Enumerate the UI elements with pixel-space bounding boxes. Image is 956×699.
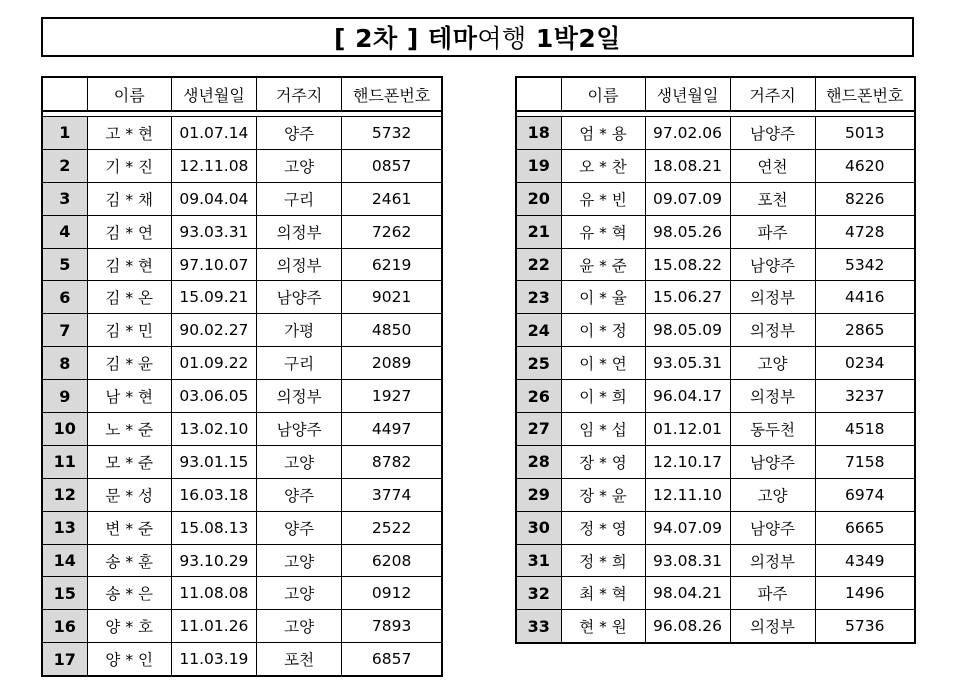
table-row xyxy=(516,478,915,511)
cell-birthdate: 98.04.21 xyxy=(645,577,730,610)
cell-birthdate: 12.10.17 xyxy=(645,445,730,478)
cell-number: 11 xyxy=(42,445,87,478)
table-row xyxy=(516,511,915,544)
cell-birthdate: 15.06.27 xyxy=(645,281,730,314)
table-row xyxy=(516,117,915,150)
cell-birthdate: 11.03.19 xyxy=(171,643,256,676)
cell-birthdate: 98.05.09 xyxy=(645,314,730,347)
cell-phone: 4518 xyxy=(815,413,915,446)
cell-birthdate: 18.08.21 xyxy=(645,149,730,182)
cell-residence: 포천 xyxy=(730,182,815,215)
cell-number: 7 xyxy=(42,314,87,347)
cell-phone: 5342 xyxy=(815,248,915,281)
cell-number: 2 xyxy=(42,149,87,182)
cell-birthdate: 11.01.26 xyxy=(171,610,256,643)
cell-number: 20 xyxy=(516,182,561,215)
cell-residence: 남양주 xyxy=(257,281,342,314)
cell-number: 21 xyxy=(516,215,561,248)
cell-number: 14 xyxy=(42,544,87,577)
cell-residence: 의정부 xyxy=(257,380,342,413)
cell-number: 8 xyxy=(42,347,87,380)
title-banner xyxy=(41,17,914,57)
cell-phone: 4620 xyxy=(815,149,915,182)
cell-phone: 2865 xyxy=(815,314,915,347)
table-row xyxy=(42,149,442,182)
cell-birthdate: 01.07.14 xyxy=(171,117,256,150)
cell-name: 송 * 훈 xyxy=(87,544,171,577)
header-phone: 핸드폰번호 xyxy=(815,77,915,111)
cell-phone: 1927 xyxy=(342,380,442,413)
cell-name: 남 * 현 xyxy=(87,380,171,413)
cell-number: 13 xyxy=(42,511,87,544)
cell-name: 김 * 윤 xyxy=(87,347,171,380)
table-row xyxy=(42,117,442,150)
table-row xyxy=(42,544,442,577)
cell-name: 김 * 채 xyxy=(87,182,171,215)
cell-birthdate: 96.08.26 xyxy=(645,610,730,643)
cell-number: 30 xyxy=(516,511,561,544)
cell-residence: 고양 xyxy=(730,478,815,511)
cell-residence: 고양 xyxy=(257,445,342,478)
header-phone: 핸드폰번호 xyxy=(342,77,442,111)
table-row xyxy=(42,347,442,380)
cell-phone: 2089 xyxy=(342,347,442,380)
cell-phone: 0234 xyxy=(815,347,915,380)
cell-number: 10 xyxy=(42,413,87,446)
header-name: 이름 xyxy=(87,77,171,111)
cell-residence: 고양 xyxy=(257,577,342,610)
table-row xyxy=(516,182,915,215)
cell-birthdate: 93.05.31 xyxy=(645,347,730,380)
cell-number: 1 xyxy=(42,117,87,150)
cell-name: 양 * 인 xyxy=(87,643,171,676)
cell-number: 4 xyxy=(42,215,87,248)
cell-name: 정 * 희 xyxy=(561,544,645,577)
cell-residence: 의정부 xyxy=(730,610,815,643)
header-birthdate: 생년월일 xyxy=(645,77,730,111)
cell-birthdate: 15.09.21 xyxy=(171,281,256,314)
cell-birthdate: 09.07.09 xyxy=(645,182,730,215)
cell-number: 6 xyxy=(42,281,87,314)
cell-name: 엄 * 용 xyxy=(561,117,645,150)
cell-birthdate: 01.09.22 xyxy=(171,347,256,380)
cell-name: 노 * 준 xyxy=(87,413,171,446)
cell-name: 김 * 민 xyxy=(87,314,171,347)
cell-birthdate: 09.04.04 xyxy=(171,182,256,215)
participant-table-left xyxy=(41,76,443,677)
cell-number: 33 xyxy=(516,610,561,643)
cell-phone: 2461 xyxy=(342,182,442,215)
table-row xyxy=(516,149,915,182)
table-row xyxy=(516,610,915,643)
cell-phone: 7158 xyxy=(815,445,915,478)
cell-number: 12 xyxy=(42,478,87,511)
cell-birthdate: 97.10.07 xyxy=(171,248,256,281)
cell-birthdate: 97.02.06 xyxy=(645,117,730,150)
cell-number: 28 xyxy=(516,445,561,478)
cell-residence: 연천 xyxy=(730,149,815,182)
cell-birthdate: 90.02.27 xyxy=(171,314,256,347)
cell-number: 15 xyxy=(42,577,87,610)
cell-name: 장 * 영 xyxy=(561,445,645,478)
cell-name: 기 * 진 xyxy=(87,149,171,182)
cell-phone: 6857 xyxy=(342,643,442,676)
page-title xyxy=(334,19,621,55)
cell-name: 이 * 희 xyxy=(561,380,645,413)
cell-phone: 2522 xyxy=(342,511,442,544)
cell-birthdate: 93.03.31 xyxy=(171,215,256,248)
cell-phone: 4728 xyxy=(815,215,915,248)
cell-phone: 0857 xyxy=(342,149,442,182)
cell-residence: 양주 xyxy=(257,117,342,150)
cell-residence: 고양 xyxy=(730,347,815,380)
cell-residence: 의정부 xyxy=(257,215,342,248)
cell-birthdate: 93.10.29 xyxy=(171,544,256,577)
cell-residence: 파주 xyxy=(730,577,815,610)
table-row xyxy=(42,215,442,248)
cell-phone: 6208 xyxy=(342,544,442,577)
cell-phone: 7262 xyxy=(342,215,442,248)
table-row xyxy=(42,182,442,215)
cell-birthdate: 93.01.15 xyxy=(171,445,256,478)
cell-name: 이 * 율 xyxy=(561,281,645,314)
cell-name: 장 * 윤 xyxy=(561,478,645,511)
cell-residence: 구리 xyxy=(257,347,342,380)
cell-birthdate: 12.11.08 xyxy=(171,149,256,182)
cell-residence: 남양주 xyxy=(730,248,815,281)
table-row xyxy=(42,413,442,446)
cell-phone: 3774 xyxy=(342,478,442,511)
cell-birthdate: 01.12.01 xyxy=(645,413,730,446)
cell-phone: 8782 xyxy=(342,445,442,478)
header-residence: 거주지 xyxy=(257,77,342,111)
table-row xyxy=(42,643,442,676)
table-row xyxy=(42,577,442,610)
table-header-row xyxy=(42,77,442,111)
table-row xyxy=(516,380,915,413)
cell-name: 유 * 빈 xyxy=(561,182,645,215)
table-row xyxy=(42,610,442,643)
cell-name: 현 * 원 xyxy=(561,610,645,643)
cell-residence: 고양 xyxy=(257,544,342,577)
cell-birthdate: 16.03.18 xyxy=(171,478,256,511)
table-row xyxy=(42,511,442,544)
cell-residence: 남양주 xyxy=(730,511,815,544)
cell-residence: 고양 xyxy=(257,610,342,643)
cell-residence: 양주 xyxy=(257,511,342,544)
cell-number: 32 xyxy=(516,577,561,610)
cell-birthdate: 15.08.22 xyxy=(645,248,730,281)
cell-name: 유 * 혁 xyxy=(561,215,645,248)
title-part-main: [ 2차 ] 테마 xyxy=(334,24,478,53)
cell-phone: 0912 xyxy=(342,577,442,610)
cell-name: 양 * 호 xyxy=(87,610,171,643)
cell-number: 29 xyxy=(516,478,561,511)
cell-number: 3 xyxy=(42,182,87,215)
cell-residence: 포천 xyxy=(257,643,342,676)
table-header-row xyxy=(516,77,915,111)
cell-phone: 3237 xyxy=(815,380,915,413)
cell-number: 9 xyxy=(42,380,87,413)
cell-name: 김 * 연 xyxy=(87,215,171,248)
cell-residence: 남양주 xyxy=(730,117,815,150)
cell-phone: 5736 xyxy=(815,610,915,643)
table-row xyxy=(516,281,915,314)
cell-phone: 5732 xyxy=(342,117,442,150)
cell-birthdate: 12.11.10 xyxy=(645,478,730,511)
cell-phone: 7893 xyxy=(342,610,442,643)
cell-residence: 가평 xyxy=(257,314,342,347)
table-row xyxy=(42,314,442,347)
cell-name: 윤 * 준 xyxy=(561,248,645,281)
cell-number: 18 xyxy=(516,117,561,150)
cell-number: 5 xyxy=(42,248,87,281)
cell-birthdate: 98.05.26 xyxy=(645,215,730,248)
header-number xyxy=(42,77,87,111)
cell-birthdate: 11.08.08 xyxy=(171,577,256,610)
cell-number: 22 xyxy=(516,248,561,281)
cell-phone: 8226 xyxy=(815,182,915,215)
table-row xyxy=(516,445,915,478)
cell-phone: 6219 xyxy=(342,248,442,281)
table-row xyxy=(516,248,915,281)
header-name: 이름 xyxy=(561,77,645,111)
cell-phone: 5013 xyxy=(815,117,915,150)
cell-phone: 4349 xyxy=(815,544,915,577)
cell-residence: 파주 xyxy=(730,215,815,248)
cell-birthdate: 15.08.13 xyxy=(171,511,256,544)
cell-number: 24 xyxy=(516,314,561,347)
cell-birthdate: 96.04.17 xyxy=(645,380,730,413)
cell-residence: 의정부 xyxy=(730,281,815,314)
cell-residence: 고양 xyxy=(257,149,342,182)
table-row xyxy=(516,413,915,446)
table-row xyxy=(516,347,915,380)
cell-residence: 의정부 xyxy=(730,314,815,347)
cell-number: 27 xyxy=(516,413,561,446)
cell-birthdate: 94.07.09 xyxy=(645,511,730,544)
cell-name: 임 * 섭 xyxy=(561,413,645,446)
table-row xyxy=(516,215,915,248)
cell-name: 변 * 준 xyxy=(87,511,171,544)
participant-table-right xyxy=(515,76,916,644)
cell-number: 19 xyxy=(516,149,561,182)
cell-name: 문 * 성 xyxy=(87,478,171,511)
cell-phone: 1496 xyxy=(815,577,915,610)
cell-birthdate: 13.02.10 xyxy=(171,413,256,446)
cell-phone: 6665 xyxy=(815,511,915,544)
cell-name: 정 * 영 xyxy=(561,511,645,544)
cell-name: 김 * 현 xyxy=(87,248,171,281)
cell-birthdate: 03.06.05 xyxy=(171,380,256,413)
cell-residence: 의정부 xyxy=(730,544,815,577)
table-row xyxy=(42,248,442,281)
cell-phone: 4416 xyxy=(815,281,915,314)
cell-residence: 양주 xyxy=(257,478,342,511)
table-row xyxy=(516,544,915,577)
cell-residence: 의정부 xyxy=(730,380,815,413)
cell-phone: 6974 xyxy=(815,478,915,511)
header-number xyxy=(516,77,561,111)
header-birthdate: 생년월일 xyxy=(171,77,256,111)
cell-name: 송 * 은 xyxy=(87,577,171,610)
cell-number: 23 xyxy=(516,281,561,314)
cell-number: 16 xyxy=(42,610,87,643)
table-row xyxy=(42,445,442,478)
table-row xyxy=(516,314,915,347)
cell-name: 고 * 현 xyxy=(87,117,171,150)
cell-name: 모 * 준 xyxy=(87,445,171,478)
cell-phone: 9021 xyxy=(342,281,442,314)
cell-number: 25 xyxy=(516,347,561,380)
cell-birthdate: 93.08.31 xyxy=(645,544,730,577)
cell-number: 17 xyxy=(42,643,87,676)
cell-name: 김 * 온 xyxy=(87,281,171,314)
title-part-duration: 1박2일 xyxy=(526,24,621,53)
cell-residence: 동두천 xyxy=(730,413,815,446)
cell-phone: 4497 xyxy=(342,413,442,446)
table-row xyxy=(42,281,442,314)
cell-name: 최 * 혁 xyxy=(561,577,645,610)
cell-number: 26 xyxy=(516,380,561,413)
table-row xyxy=(42,478,442,511)
cell-name: 이 * 정 xyxy=(561,314,645,347)
cell-residence: 남양주 xyxy=(730,445,815,478)
cell-residence: 의정부 xyxy=(257,248,342,281)
table-row xyxy=(42,380,442,413)
table-row xyxy=(516,577,915,610)
cell-phone: 4850 xyxy=(342,314,442,347)
header-residence: 거주지 xyxy=(730,77,815,111)
title-part-travel: 여행 xyxy=(477,24,527,53)
cell-residence: 구리 xyxy=(257,182,342,215)
cell-number: 31 xyxy=(516,544,561,577)
cell-name: 이 * 연 xyxy=(561,347,645,380)
cell-residence: 남양주 xyxy=(257,413,342,446)
cell-name: 오 * 찬 xyxy=(561,149,645,182)
